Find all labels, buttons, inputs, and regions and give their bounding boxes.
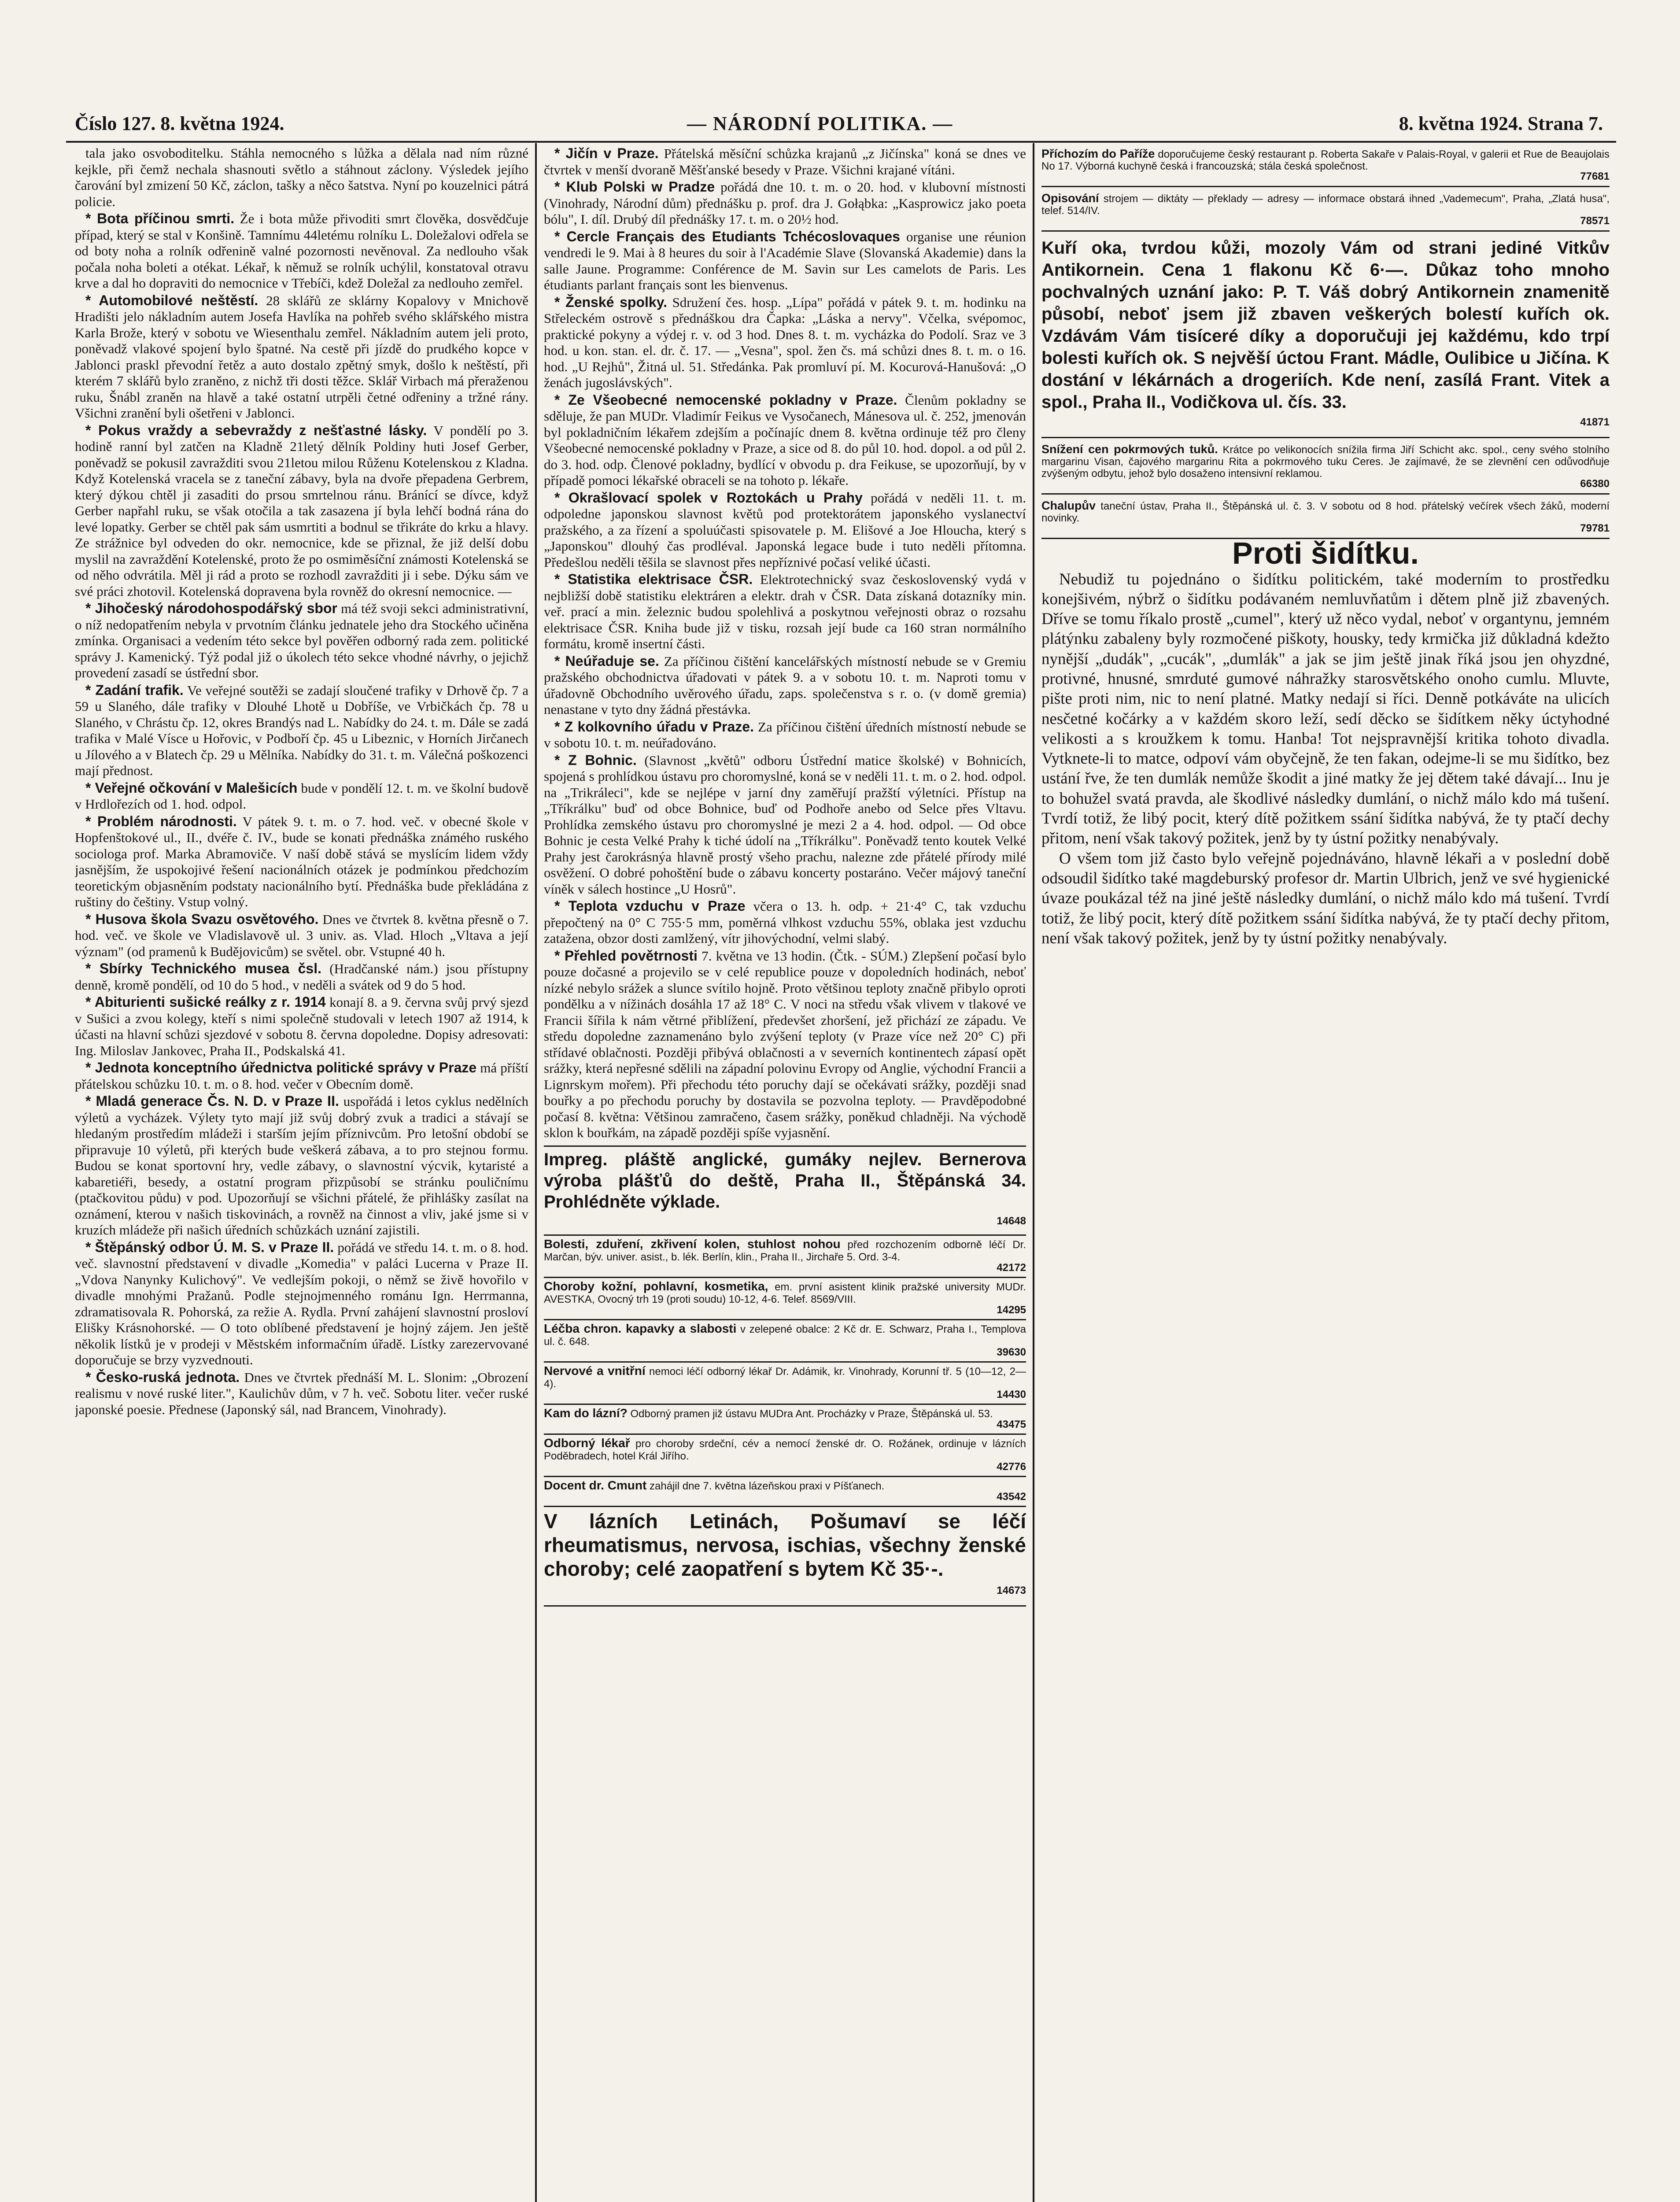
advertisement-text: doporučujeme český restaurant p. Roberta Sakaře v Palais-Royal, v galerii et Rue de Beaujolais No 17. Výborná kuchyně česká i francouzská; stála česká společnost. [1041, 148, 1610, 172]
advertisement-title: Chalupův [1041, 499, 1096, 512]
advertisement [1041, 145, 1610, 187]
advertisement [1041, 497, 1610, 539]
news-item-title: * Mladá generace Čs. N. D. v Praze II. [85, 1093, 339, 1109]
news-item [544, 948, 1026, 1141]
advertisement-title: Choroby kožní, pohlavní, kosmetika, [544, 1279, 768, 1293]
column-divider [535, 143, 537, 2202]
column-2 [544, 145, 1026, 2202]
news-item-title: * Jihočeský národohospodářský sbor [85, 600, 337, 616]
news-item-text: Elektrotechnický svaz československý vydá v nejbližší době statistiku elektráren a elektr. drah v ČSR. Data získaná dotazníky min. veř. prací a min. železnic budou spolehlivá a poskytnou veřejnosti obraz o rozsahu elektrisace ČSR. Kniha bude již v tisku, rozsah její bude ca 160 stran normálního formátu, kromě insertní části. [544, 572, 1026, 651]
article-body [1041, 569, 1610, 949]
advertisement-text: Krátce po velikonocích snížila firma Jiří Schicht akc. spol., ceny svého stolního margarinu Visan, čajového margarinu Rita a pokrmového tuku Ceres. Je zajímavé, že se zlevnění cen odůvodňuje zvýšeným odbytu, jehož bylo dosaženo intensivní reklamou. [1041, 444, 1610, 480]
news-item-text: pořádá v neděli 11. t. m. odpoledne japonskou slavnost květů pod protektorátem japonského vyslanectví pražského, a za řízení a spoluúčasti spisovatele p. M. Elišové a Joe Hloucha, který s „Japonskou" dlouhý čas prodléval. Japonská legace bude i tuto neděli přítomna. Předešlou neděli těšila se slavnost přes nepříznivé počasí veliké účasti. [544, 490, 1026, 570]
advertisement-text: Kuří oka, tvrdou kůži, mozoly Vám od strani jediné Vitkův Antikornein. Cena 1 flakonu Kč 6·—. Důkaz toho mnoho pochvalných uznání jako: P. T. Váš dobrý Antikornein znamenitě působí, neboť jsem již zbaven veškerých bolestí kuřích ok. Vzdávám Vám tisíceré díky a doporučuji jej každému, kdo trpí bolesti kuřích ok. S nejvěší úctou Frant. Mádle, Oulibice u Jičína. K dostání v lékárnách a drogeriích. Kde není, zasílá Frant. Vitek a spol., Praha II., Vodičkova ul. čís. 33. [1041, 238, 1610, 412]
advertisement [544, 1236, 1026, 1278]
article-title: Proti šidítku. [1232, 536, 1419, 570]
article-paragraph: Nebudiž tu pojednáno o šidítku politickém, také moderním to prostředku konejšivém, nýbrž o šidítku podávaném nemluvňatům i dětem plně již zbavených. Dříve se tomu říkalo prostě „cumel", který už něco vydal, neboť v organtynu, jemném plátýnku zabaleny byly rozmočené piškoty, housky, tedy krmička již důkladná kdežto nynější „dudák", „cucák", „dumlák" a jak se jim ještě jinak říká jsou jen ohyzdné, protivné, hnusné, smrduté gumové náhražky starosvětského onoho cumlu. Mluvte, pište proti nim, nic to není platné. Matky nedají si říci. Denně potkáváte na ulicích nesčetné kočárky a v každém skoro leží, sedí děcko se šidítkem něky úctyhodné velikosti a s kroužkem k tomu. Hanba! Tot nejspravnější kritika tohoto divadla. Vytknete-li to matce, odpoví vám obyčejně, že ten fakan, odejme-li se mu šidítko, bez ustání řve, že ten dumlák nemůže škodit a jiné matky že jej dětem také dávají... Inu je to bohužel svatá pravda, ale škodlivé následky dumlání, o nichž málo kdo má tušení. Tvrdí totiž, že libý pocit, který dítě požitkem ssání šidítka nabývá, že ty ptačí dechy přitom, není však takový požitek, jenž by ty ústní požitky nenabývaly. [1041, 570, 1610, 848]
news-item-title: * Neúřaduje se. [554, 653, 659, 669]
news-item [75, 1239, 528, 1368]
advertisement [1041, 234, 1610, 438]
news-item [75, 1093, 528, 1238]
advertisement-text: zahájil dne 7. května lázeňskou praxi v Píšťanech. [646, 1480, 885, 1492]
news-item [75, 211, 528, 292]
advertisement-number: 79781 [1580, 522, 1610, 534]
page-number: 8. května 1924. Strana 7. [1399, 113, 1603, 134]
advertisement [1041, 190, 1610, 232]
header-rule [66, 141, 1616, 143]
news-item [544, 392, 1026, 489]
news-item [75, 1060, 528, 1092]
advertisement-title: Nervové a vnitřní [544, 1363, 646, 1378]
column-3 [1041, 145, 1610, 2202]
news-item-title: * Zadání trafik. [85, 682, 184, 698]
news-item-title: * Abiturienti sušické reálky z r. 1914 [85, 994, 326, 1010]
news-item-title: * Teplota vzduchu v Praze [554, 898, 746, 914]
advertisement-text: pro choroby srdeční, cév a nemocí ženské dr. O. Rožánek, ordinuje v lázních Poděbradech, hotel Král Jiřího. [544, 1437, 1026, 1462]
column-divider [1033, 143, 1034, 2202]
news-item [544, 179, 1026, 228]
news-item [75, 682, 528, 779]
advertisement-text: em. první asistent klinik pražské university MUDr. AVESTKA, Ovocný trh 19 (proti soudu) 10-12, 4-6. Telef. 8569/VIII. [544, 1281, 1026, 1305]
column-2-news [544, 145, 1026, 1141]
news-item-title: * Problém národnosti. [85, 813, 237, 829]
advertisement-number: 39630 [997, 1346, 1026, 1358]
news-item-text: organise une réunion vendredi le 9. Mai à 8 heures du soir à l'Académie Slave (Slovanská Akademie) dans la salle Jaune. Programme: Conférence de M. Savin sur Les camelots de Paris. Les étudiants parlant français sont les bienvenus. [544, 229, 1026, 292]
news-item [544, 752, 1026, 898]
advertisement-number: 66380 [1580, 478, 1610, 490]
advertisement-title: Léčba chron. kapavky a slabosti [544, 1321, 737, 1335]
news-item-text: pořádá ve středu 14. t. m. o 8. hod. več. slavnostní představení v divadle „Komedia" v paláci Lucerna v Praze II. „Vdova Nanynky Kulichový". Ve vedlejším pokoji, o němž se živě hovořilo v divadle mnohými Pražanů. Podle stejnojmenného románu Ign. Herrmanna, zdramatisovala R. Pohorská, za režie A. Rydla. První zahájení slavnostní prosloví Elišky Krásnohorské. — O toto oblíbené představení je hojný zájem. Jen ještě několik lístků je v prodeji v Městském informačním úřadě. Lístky zarezervované doporučuje se brzy vyzvednouti. [75, 1239, 528, 1367]
news-item [544, 145, 1026, 178]
advertisement [1041, 441, 1610, 495]
news-item [75, 292, 528, 421]
news-item-title: * Z kolkovního úřadu v Praze. [554, 718, 754, 735]
advertisement [544, 1405, 1026, 1435]
news-item [75, 813, 528, 910]
news-item-title: * Sbírky Technického musea čsl. [85, 961, 321, 976]
news-item-text: 28 sklářů ze sklárny Kopalovy v Mnichově Hradišti jelo nákladním autem Josefa Havlíka na pohřeb svého sklářského mistra Karla Brože, který v sobotu ve Wiesenthalu zemřel. Nákladním autem jeli proto, poněvadž vlakové spojení bylo špatné. Na cestě při jízdě do prudkého kopce v Jablonci praskl převodní řetěz a auto dostalo zpětný smyk, došlo k neštěstí, při kterém 7 sklářů bylo zraněno, z nichž tři dosti těžce. Sklář Virbach má přeraženou ruku, Šnábl zraněn na hlavě a také ostatní utrpěli četné odřeniny a tržné rány. Všichni zranění byli ošetřeni v Jablonci. [75, 292, 528, 421]
news-item [75, 145, 528, 210]
advertisement-number: 14295 [997, 1304, 1026, 1316]
news-item-text: Dnes ve čtvrtek přednáší M. L. Slonim: „Obrození realismu v nové ruské liter.", Kaulichův dům, v 7 h. več. Sobotu liter. večer ruské japonské poesie. Přednese (Japonský sál, nad Brancem, Vinohrady). [75, 1369, 528, 1417]
news-item-title: * Cercle Français des Etudiants Tchécoslovaques [554, 228, 900, 244]
news-item-text: Přátelská měsíční schůzka krajanů „z Jičínska" koná se dnes ve čtvrtek v menší dvoraně Měšťanské besedy v Praze. Všichni krajané vítáni. [544, 146, 1026, 177]
advertisement-number: 77681 [1580, 170, 1610, 182]
news-item-text: tala jako osvoboditelku. Stáhla nemocného s lůžka a dělala nad ním různé kejkle, při čemž nechala shasnouti světlo a stáhnout záclony. Výsledek jejího čarování byl zmizení 50 Kč, záclon, tašky a něco šatstva. Nyní po kouzelnici pátrá policie. [75, 145, 528, 209]
advertisement-number: 14648 [997, 1215, 1026, 1227]
news-item-text: Za příčinou čištění kancelářských místností nebude se v Gremiu pražského obchodnictva úřadovati v pátek 9. a v sobotu 10. t. m. Naproti tomu v úřadovně Obchodního uvěrového úřadu, zaps. společenstva s r. o. (v domě gremia) nenastane v tyto dny žádná přestávka. [544, 653, 1026, 717]
advertisement-text: Odborný pramen již ústavu MUDra Ant. Procházky v Praze, Štěpánská ul. 53. [627, 1408, 993, 1420]
advertisement-number: 43542 [997, 1490, 1026, 1503]
news-item-title: * Husova škola Svazu osvětového. [85, 911, 319, 927]
news-item-title: * Česko-ruská jednota. [85, 1369, 240, 1385]
news-item-title: * Statistika elektrisace ČSR. [554, 571, 753, 587]
news-item-title: * Pokus vraždy a sebevraždy z nešťastné lásky. [85, 422, 427, 438]
news-item [75, 1369, 528, 1418]
advertisement [544, 1477, 1026, 1507]
news-item [544, 653, 1026, 718]
advertisement-number: 42776 [997, 1460, 1026, 1473]
news-item [75, 961, 528, 993]
news-item-title: * Ženské spolky. [554, 294, 668, 310]
newspaper-title: — NÁRODNÍ POLITIKA. — [687, 113, 953, 134]
news-item-text: včera o 13. h. odp. + 21·4° C, tak vzduchu přepočtený na 0° C 755·5 mm, poměrná vlhkost vzduchu 55%, oblaka jest vzduchu zatažena, obzor dosti zamlžený, vítr jihovýchodní, velmi slabý. [544, 898, 1026, 946]
advertisement-number: 42172 [997, 1261, 1026, 1274]
news-item-title: * Jednota konceptního úřednictva politické správy v Praze [85, 1060, 477, 1075]
advertisement-title: Opisování [1041, 192, 1099, 205]
news-item [544, 490, 1026, 571]
news-item-title: * Automobilové neštěstí. [85, 292, 258, 308]
news-item-text: (Slavnost „květů" odboru Ústřední matice školské) v Bohnicích, spojená s prohlídkou ústavu pro choromyslné, koná se v neděli 11. t. m. o 2. hod. odpol. na „Trikráleci", kde se nejlépe v jarní dny zaměřují pražští výletníci. Přístup na „Tříkrálku" buď od obce Bohnice, buď od Podhoře anebo od Selce přes Vltavu. Prohlídka zemského ústavu pro choromyslné je mezi 2 a 4. hod. odpol. — Od obce Bohnic je cesta Velké Prahy k tiché údolí na „Tříkrálku". Poněvadž tento koutek Velké Prahy jest čarokrásnýa hlavně prostý všeho prachu, nalezne zde přátelé přírody milé osvěžení. O dobré pohoštění bude o zábavu koncerty postaráno. Večer májový taneční víněk v sálech hostince „U Hosrů". [544, 752, 1026, 897]
news-item-title: * Ze Všeobecné nemocenské pokladny v Praze. [554, 392, 897, 408]
advertisement [544, 1320, 1026, 1363]
article-paragraph: O všem tom již často bylo veřejně pojednáváno, hlavně lékaři a v poslední době odsoudil šidítko také magdeburský profesor dr. Martin Ulbrich, jenž ve své hygienické úvaze poukázal též na jiné ještě následky dumlání, o nichž málo kdo má tušení. Tvrdí totiž, že libý pocit, který dítě požitkem ssání šidítka nabývá, že ty ptačí dechy přitom, není však takový požitek, jenž by ty ústní požitky nenabývaly. [1041, 849, 1610, 947]
advertisement-text: nemoci léčí odborný lékař Dr. Adámik, kr. Vinohrady, Korunní tř. 5 (10—12, 2—4). [544, 1365, 1026, 1390]
news-item [75, 780, 528, 813]
advertisement-title: Docent dr. Cmunt [544, 1478, 647, 1492]
news-item [544, 719, 1026, 751]
news-item-title: * Veřejné očkování v Malešicích [85, 780, 298, 796]
news-item-text: Členům pokladny se sděluje, že pan MUDr. Vladimír Feikus ve Vysočanech, Mánesova ul. č. 252, jmenován byl pokladničním lékařem zdejším a počínajíc dnem 8. května ordinuje též pro členy Všeobecné nemocenské pokladny v Praze, a sice od 8. do půl 10. hod. dopol. a od půl 2. do 3. hod. odp. Členové pokladny, bydlící v obvodu p. dra Feikuse, se upozorňují, by v případě pomoci lékařské obraceli se na tohoto p. lékaře. [544, 392, 1026, 488]
news-item [544, 571, 1026, 652]
news-item-title: * Z Bohnic. [554, 752, 637, 768]
advertisement-number: 14430 [997, 1388, 1026, 1400]
news-item-text: má příští přátelskou schůzku 10. t. m. o 8. hod. večer v Obecním domě. [75, 1060, 528, 1092]
advertisement [544, 1507, 1026, 1607]
news-item [544, 229, 1026, 293]
advertisement-text: strojem — diktáty — překlady — adresy — informace obstará ihned „Vademecum", Praha, „Zlatá husa", telef. 514/IV. [1041, 193, 1610, 217]
masthead [75, 108, 1603, 143]
advertisement-title: Kam do lázní? [544, 1406, 628, 1420]
advertisement [544, 1278, 1026, 1320]
news-item-text: 7. května ve 13 hodin. (Čtk. - SÚM.) Zlepšení počasí bylo pouze dočasné a projevilo se v celé republice pouze v dopoledních hodinách, neboť nízké nebylo srážek a slunce svítilo hojně. Proto většinou teploty značně přibylo oproti pondělku a v nížinách dosáhla 17 až 18° C. V noci na středu však vlivem v tlakové ve Francii šířila k nám větrné přiblížení, předevšet zhoršení, jež přichází ze západu. Ve středu dopoledne zaznamenáno bylo zvýšení teploty (v Praze více než 20° C) při střídavé oblačnosti. Později přibývá oblačnosti a v severních kontinentech zápasí opět srážky, která nepřesné sdělili na západní polovinu Evropy od Anglie, východní Francii a Lignrskym mořem). Při přechodu této poruchy dají se očekávati srážky, později snad bouřky a po přechodu poruchy by dostavila se pozvolna teploty. — Pravděpodobné počasí 8. května: Většinou zamračeno, časem srážky, poněkud chladněji. Na východě sklon k bouřkám, na západě později spíše vyjasnění. [544, 948, 1026, 1140]
column-1 [75, 145, 528, 2202]
advertisement-number: 78571 [1580, 215, 1610, 227]
advertisement [544, 1147, 1026, 1236]
news-item [75, 422, 528, 600]
news-item-text: Za příčinou čištění úředních místností nebude se v sobotu 10. t. m. neúřadováno. [544, 719, 1026, 750]
advertisement-text: V lázních Letinách, Pošumaví se léčí rheumatismus, nervosa, ischias, všechny ženské choroby; celé zaopatření s bytem Kč 35·-. [544, 1509, 1026, 1580]
news-item-text: Dnes ve čtvrtek 8. května přesně o 7. hod. več. ve škole ve Vladislavově ul. 3 univ. as. Vlad. Hloch „Vltava a její význam" (od pramenů k Budějovicům) se světel. obr. Vstupné 40 h. [75, 911, 528, 959]
news-item-text: V pátek 9. t. m. o 7. hod. več. v obecné škole v Hopfenštokové ul., II., dvéře č. IV., bude se konati přednáška známého ruského sociologa prof. Marka Abramoviče. V naší době stává se myslícím lidem vždy jasnějším, že uspokojivé řešení nacionálních otázek je podmínkou předchozím teoretickým objasněním podstaty nacionálního bytí. Přednáška bude překládána z ruštiny do češtiny. Vstup volný. [75, 813, 528, 909]
advertisement-number: 14673 [997, 1584, 1026, 1596]
news-item-text: (Hradčanské nám.) jsou přístupny denně, kromě pondělí, od 10 do 5 hod., v neděli a svátek od 9 do 5 hod. [75, 961, 528, 993]
news-item [75, 911, 528, 960]
news-item-text: má též svoji sekci administrativní, o níž nedopatřením nebyla v prvotním článku jednatele jeho dra Stockého učiněna zmínka. Organisaci a vedením této sekce byl pověřen odborný rada zem. politické správy J. Kamenický. Týž podal již o úkolech této sekce vhodné návrhy, o jejichž provedení zasadí se ústřední sbor. [75, 601, 528, 680]
news-item [75, 600, 528, 681]
column-3-advertisements [1041, 145, 1610, 539]
advertisement-text: před rozchozením odborně léčí Dr. Marčan, býv. univer. asist., b. lék. Berlín, klin., Praha II., Jirchaře 5. Ord. 3-4. [544, 1238, 1026, 1263]
news-item-text: bude v pondělí 12. t. m. ve školní budově v Hrdlořezích od 1. hod. odpol. [75, 780, 528, 812]
news-item-text: pořádá dne 10. t. m. o 20. hod. v klubovní místnosti (Vinohrady, Národní dům) přednášku p. prof. dra J. Gołąbka: „Kasprowicz jako poeta bólu", I. díl. Drubý díl přednášky 17. t. m. o 20½ hod. [544, 179, 1026, 227]
news-item-title: * Klub Polski w Pradze [554, 179, 715, 195]
news-item-title: * Přehled povětrnosti [554, 947, 698, 964]
advertisement-text: Impreg. pláště anglické, gumáky nejlev. Bernerova výroba plášťů do deště, Praha II., Štěpánská 34. Prohlédněte výklade. [544, 1149, 1026, 1212]
news-item [544, 898, 1026, 947]
column-2-advertisements [544, 1145, 1026, 1607]
news-item-text: Sdružení čes. hosp. „Lípa" pořádá v pátek 9. t. m. hodinku na Střeleckém ostrově s přednáškou dra Čapka: „Láska a nervy". Včelka, svépomoc, praktické pokyny a výdej r. v. od 3 hod. Dnes 8. t. m. vycházka do Podolí. Sraz ve 3 hod. u kon. stan. el. dr. č. 17. — „Vesna", spol. žen čs. má schůzi dnes 8. t. m. o 16. hod. „U Rejhů", Žitná ul. 51. Středánka. Pak promluví pí. M. Kocurová-Hanušová: „O ženách jugoslávských". [544, 294, 1026, 390]
news-item-title: * Okrašlovací spolek v Roztokách u Prahy [554, 489, 863, 506]
advertisement [544, 1363, 1026, 1405]
news-item [75, 994, 528, 1059]
advertisement-title: Bolesti, zduření, zkřivení kolen, stuhlost nohou [544, 1237, 841, 1251]
news-item-title: * Jičín v Praze. [554, 145, 659, 161]
advertisement-text: taneční ústav, Praha II., Štěpánská ul. č. 3. V sobotu od 8 hod. přátelský večírek všech žáků, moderní novinky. [1041, 500, 1610, 524]
advertisement-number: 43475 [997, 1418, 1026, 1430]
advertisement-title: Odborný lékař [544, 1436, 630, 1450]
news-item-text: Že i bota může přivoditi smrt člověka, dosvědčuje případ, který se stal v Konšině. Tamnímu 44letému rolníku L. Doležalovi odřela se od boty noha a rolník odřenině valné pozornosti nevěnoval. Za nedlouho však počala noha boleti a otékat. Lékař, k němuž se rolník uchýlil, konstatoval otravu krve a dal ho dopraviti do nemocnice v Třebíči, kdež Doležal za nedlouho zemřel. [75, 211, 528, 291]
news-item-text: Ve veřejné soutěži se zadají sloučené trafiky v Drhově čp. 7 a 59 u Slaného, dále trafiky v Dlouhé Lhotě u Dobříše, ve Vrbičkách čp. 78 u Slaného, v Chrástu čp. 12, okres Brandýs nad L. Nabídky do 24. t. m. Dále se zadá trafika v Malé Vísce u Hořovic, v Podboří čp. 45 u Libeznic, v Horních Jirčanech u Jílového a v Blatech čp. 29 u Mělníka. Nabídky do 31. t. m. Válečná poškozenci mají přednost. [75, 682, 528, 778]
news-item-title: * Štěpánský odbor Ú. M. S. v Praze II. [85, 1239, 334, 1255]
news-item [544, 294, 1026, 391]
issue-number: Číslo 127. 8. května 1924. [75, 113, 284, 134]
advertisement [544, 1435, 1026, 1477]
news-item-title: * Bota příčinou smrti. [85, 211, 235, 226]
advertisement-text: v zelepené obalce: 2 Kč dr. E. Schwarz, Praha I., Templova ul. č. 648. [544, 1323, 1026, 1348]
news-item-text: konají 8. a 9. června svůj prvý sjezd v Sušici a zvou kolegy, kteří s nimi společně studovali v letech 1907 až 1914, k účasti na hlavní schůzi sjezdové v sobotu 8. června dopoledne. Dopisy adresovati: Ing. Miloslav Jankovec, Praha II., Podskalská 41. [75, 994, 528, 1058]
news-item-text: V pondělí po 3. hodině ranní byl zatčen na Kladně 21letý dělník Poldiny huti Josef Gerber, poněvadž se pokusil zavražditi svou 21letou milou Růženu Kotelenskou z Kladna. Když Kotelenská vracela se z taneční zábavy, byla na dvoře přepadena Gerbrem, který dýkou chtěl ji zasaditi do prsou smrtelnou ránu. Bránící se dívce, když Gerber napřahl ruku, se však otočila a tak zasazena jí byla lehčí bodná rána do levé lopatky. Gerber se chtěl pak sám usmrtiti a bodnul se třikráte do krku a hlavy. Ze strážnice byl odveden do okr. nemocnice, kde se přiznal, že již delší dobu myslil na zavraždění Kotelenské, proto že po osmiměsíční známosti Kotelenská se od něho odvrátila. Měl ji rád a proto se rozhodl zavražditi ji i sebe. Dýku sám ve své práci zhotovil. Kotelenská dopravena byla rovněž do okresní nemocnice. — [75, 422, 528, 599]
advertisement-title: Snížení cen pokrmových tuků. [1041, 443, 1218, 456]
advertisement-title: Příchozím do Paříže [1041, 147, 1155, 160]
news-item-text: uspořádá i letos cyklus nedělních výletů a vycházek. Výlety tyto mají již svůj dobrý zvuk a tradici a stávají se hledaným prostředím mládeži i starším jejím příznivcům. Pro letošní období se připravuje 10 výletů, při kterých bude veškerá zábava, a to pro stejnou formu. Budou se konat sportovní hry, vedle zábavy, o slavnostní výcvik, kytaristé a kabaretiéři, besedy, a ostatní program přizpůsobí se stránku pouličnímu (ptačkovitou půdu) v pod. Upozorňují se všichni přátelé, že přihlášky zasílat na oznámení, kterou v našich tiskovinách, a rovněž na činnost a vliv, jaké jsme si v kruzích mládeže při našich úředních schůzkách uznání zajistili. [75, 1094, 528, 1238]
advertisement-number: 41871 [1580, 416, 1610, 428]
